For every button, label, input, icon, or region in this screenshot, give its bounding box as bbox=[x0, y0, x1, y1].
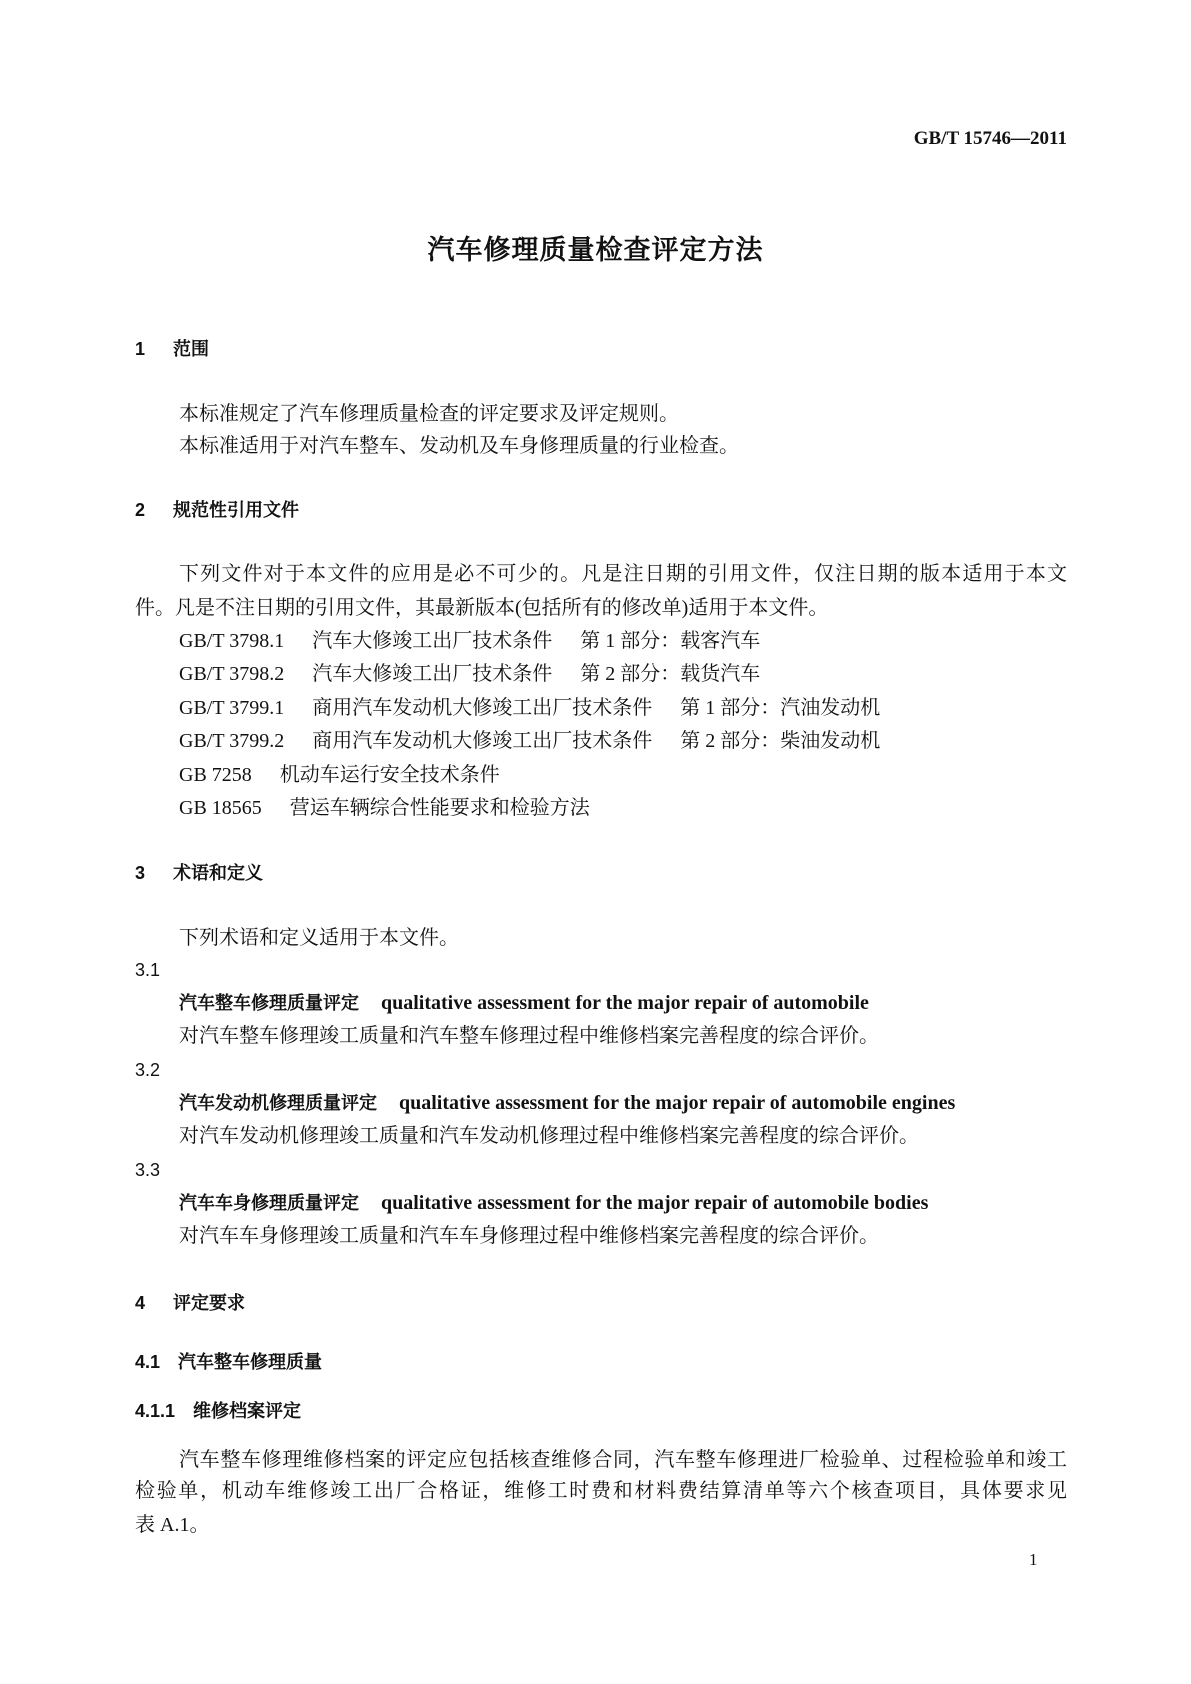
reference-title: 汽车大修竣工出厂技术条件 bbox=[312, 630, 553, 652]
section-number: 3 bbox=[135, 863, 146, 883]
section-2-heading bbox=[135, 498, 299, 522]
reference-code: GB/T 3798.2 bbox=[179, 663, 285, 686]
term-zh: 汽车车身修理质量评定 bbox=[179, 1193, 359, 1213]
section-3-heading bbox=[135, 861, 263, 885]
term-number: 3.2 bbox=[135, 1060, 161, 1080]
reference-item bbox=[179, 662, 760, 686]
section-number: 1 bbox=[135, 339, 146, 359]
paragraph-line: 件。凡是不注日期的引用文件，其最新版本(包括所有的修改单)适用于本文件。 bbox=[135, 597, 829, 619]
paragraph-line: 汽车整车修理维修档案的评定应包括核查维修合同，汽车整车修理进厂检验单、过程检验单和竣工 bbox=[179, 1449, 1067, 1471]
paragraph-line: 检验单，机动车维修竣工出厂合格证，维修工时费和材料费结算清单等六个核查项目，具体要求见 bbox=[135, 1480, 1067, 1502]
term-heading bbox=[179, 991, 869, 1015]
section-title: 范围 bbox=[173, 339, 210, 359]
reference-part: 第 1 部分：汽油发动机 bbox=[680, 696, 881, 719]
standard-number: GB/T 15746—2011 bbox=[913, 128, 1067, 149]
reference-title: 商用汽车发动机大修竣工出厂技术条件 bbox=[312, 696, 653, 719]
term-en: qualitative assessment for the major repair of automobile engines bbox=[399, 1092, 956, 1114]
section-title: 汽车整车修理质量 bbox=[178, 1352, 323, 1372]
section-title: 规范性引用文件 bbox=[173, 500, 300, 520]
reference-code: GB 7258 bbox=[179, 763, 252, 786]
paragraph-line: 表 A.1。 bbox=[135, 1514, 210, 1536]
section-number: 4.1 bbox=[135, 1352, 161, 1372]
section-title: 维修档案评定 bbox=[193, 1401, 302, 1421]
reference-code: GB/T 3799.2 bbox=[179, 730, 285, 753]
paragraph: 本标准适用于对汽车整车、发动机及车身修理质量的行业检查。 bbox=[179, 435, 739, 457]
subsection-4-1-heading bbox=[135, 1350, 322, 1374]
reference-item bbox=[179, 796, 618, 820]
term-heading bbox=[179, 1191, 928, 1215]
term-en: qualitative assessment for the major repair of automobile bodies bbox=[381, 1192, 929, 1214]
reference-item bbox=[179, 763, 528, 787]
subsection-4-1-1-heading bbox=[135, 1399, 301, 1423]
term-definition: 对汽车车身修理竣工质量和汽车车身修理过程中维修档案完善程度的综合评价。 bbox=[179, 1225, 879, 1247]
section-title: 评定要求 bbox=[173, 1293, 246, 1313]
paragraph: 下列术语和定义适用于本文件。 bbox=[179, 927, 459, 949]
section-4-heading bbox=[135, 1291, 245, 1315]
reference-title: 营运车辆综合性能要求和检验方法 bbox=[289, 797, 590, 819]
term-number: 3.3 bbox=[135, 1160, 161, 1180]
reference-title: 商用汽车发动机大修竣工出厂技术条件 bbox=[312, 730, 653, 753]
paragraph: 本标准规定了汽车修理质量检查的评定要求及评定规则。 bbox=[179, 403, 679, 425]
term-heading bbox=[179, 1091, 955, 1115]
term-zh: 汽车发动机修理质量评定 bbox=[179, 1093, 377, 1113]
reference-code: GB/T 3799.1 bbox=[179, 696, 285, 719]
page-number: 1 bbox=[1029, 1550, 1038, 1569]
reference-code: GB/T 3798.1 bbox=[179, 630, 285, 652]
paragraph-line: 下列文件对于本文件的应用是必不可少的。凡是注日期的引用文件，仅注日期的版本适用于本文 bbox=[179, 563, 1067, 585]
section-number: 4.1.1 bbox=[135, 1401, 176, 1421]
reference-item bbox=[179, 696, 880, 720]
page-title: 汽车修理质量检查评定方法 bbox=[427, 235, 764, 265]
reference-item bbox=[179, 629, 760, 653]
term-number: 3.1 bbox=[135, 960, 161, 980]
term-definition: 对汽车整车修理竣工质量和汽车整车修理过程中维修档案完善程度的综合评价。 bbox=[179, 1025, 879, 1047]
term-definition: 对汽车发动机修理竣工质量和汽车发动机修理过程中维修档案完善程度的综合评价。 bbox=[179, 1125, 919, 1147]
reference-item bbox=[179, 729, 880, 753]
reference-part: 第 1 部分：载客汽车 bbox=[580, 630, 761, 652]
term-zh: 汽车整车修理质量评定 bbox=[179, 993, 359, 1013]
reference-title: 汽车大修竣工出厂技术条件 bbox=[312, 663, 553, 686]
section-number: 4 bbox=[135, 1293, 146, 1313]
reference-part: 第 2 部分：载货汽车 bbox=[580, 663, 761, 686]
section-title: 术语和定义 bbox=[173, 863, 264, 883]
reference-part: 第 2 部分：柴油发动机 bbox=[680, 730, 881, 753]
reference-title: 机动车运行安全技术条件 bbox=[279, 763, 500, 786]
section-1-heading bbox=[135, 337, 209, 361]
reference-code: GB 18565 bbox=[179, 797, 262, 819]
section-number: 2 bbox=[135, 500, 146, 520]
term-en: qualitative assessment for the major repair of automobile bbox=[381, 992, 869, 1014]
